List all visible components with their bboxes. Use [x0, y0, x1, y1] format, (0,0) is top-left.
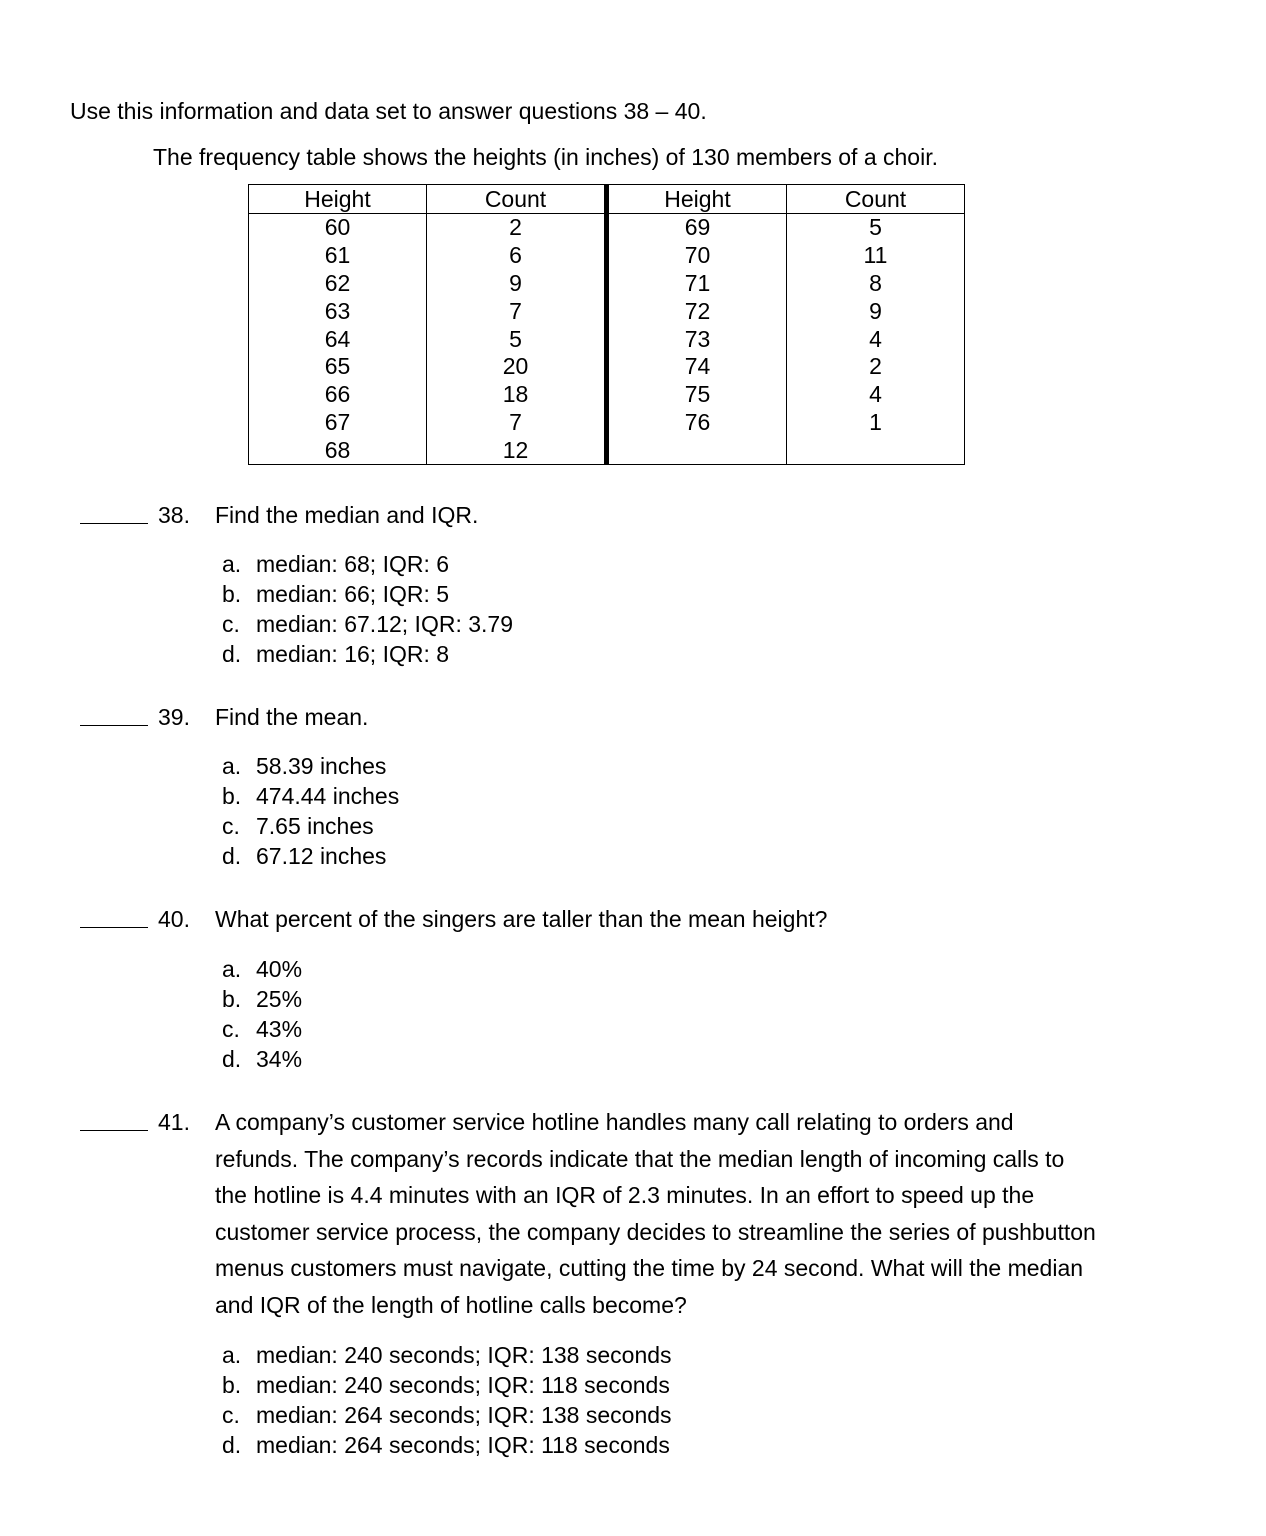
choice-c	[222, 609, 513, 639]
header-count-1: Count	[427, 185, 607, 214]
table-row	[249, 214, 965, 242]
choice-list	[222, 1340, 672, 1460]
count-cell: 12	[427, 436, 607, 464]
table-caption: The frequency table shows the heights (in inches) of 130 members of a choir.	[153, 144, 938, 170]
count-cell: 5	[787, 214, 965, 242]
height-cell: 64	[249, 325, 427, 353]
choice-list	[222, 549, 513, 669]
choice-text: median: 66; IQR: 5	[256, 581, 450, 607]
height-cell: 62	[249, 270, 427, 298]
count-cell: 18	[427, 381, 607, 409]
count-cell: 2	[787, 353, 965, 381]
height-cell: 60	[249, 214, 427, 242]
choice-text: 40%	[256, 956, 303, 982]
count-cell: 7	[427, 409, 607, 437]
choice-text: 7.65 inches	[256, 813, 374, 839]
choice-letter: b.	[222, 986, 242, 1012]
choice-b	[222, 984, 302, 1014]
choice-letter: d.	[222, 843, 242, 869]
choice-letter: a.	[222, 956, 242, 982]
choice-letter: c.	[222, 611, 240, 637]
question-text-line: A company’s customer service hotline handles many call relating to orders and	[215, 1109, 1014, 1135]
question-number: 40.	[158, 906, 190, 932]
choice-text: 34%	[256, 1046, 303, 1072]
table-header-row	[249, 185, 965, 214]
question-text	[215, 1104, 1145, 1324]
choice-letter: c.	[222, 1402, 240, 1428]
choice-text: median: 16; IQR: 8	[256, 641, 450, 667]
answer-blank[interactable]	[80, 927, 148, 928]
choice-c	[222, 811, 399, 841]
choice-c	[222, 1400, 672, 1430]
question-text: Find the mean.	[215, 704, 369, 730]
choice-text: median: 264 seconds; IQR: 118 seconds	[256, 1432, 670, 1458]
choice-text: median: 240 seconds; IQR: 118 seconds	[256, 1372, 670, 1398]
height-cell: 68	[249, 436, 427, 464]
table-row	[249, 436, 965, 464]
height-cell: 63	[249, 297, 427, 325]
choice-text: 58.39 inches	[256, 753, 387, 779]
choice-b	[222, 781, 399, 811]
height-cell: 69	[607, 214, 787, 242]
answer-blank[interactable]	[80, 725, 148, 726]
choice-text: 67.12 inches	[256, 843, 387, 869]
intro-text: Use this information and data set to answer questions 38 – 40.	[70, 98, 707, 124]
choice-letter: c.	[222, 1016, 240, 1042]
count-cell: 6	[427, 242, 607, 270]
height-cell: 76	[607, 409, 787, 437]
choice-text: 25%	[256, 986, 303, 1012]
question-number: 41.	[158, 1109, 190, 1135]
choice-text: median: 68; IQR: 6	[256, 551, 450, 577]
header-height-2: Height	[607, 185, 787, 214]
choice-text: median: 67.12; IQR: 3.79	[256, 611, 513, 637]
count-cell: 8	[787, 270, 965, 298]
choice-text: 474.44 inches	[256, 783, 400, 809]
count-cell: 20	[427, 353, 607, 381]
count-cell: 11	[787, 242, 965, 270]
height-cell: 67	[249, 409, 427, 437]
choice-list	[222, 954, 302, 1074]
choice-letter: c.	[222, 813, 240, 839]
choice-d	[222, 639, 513, 669]
header-height-1: Height	[249, 185, 427, 214]
choice-d	[222, 841, 399, 871]
choice-letter: a.	[222, 551, 242, 577]
choice-d	[222, 1430, 672, 1460]
question-text-line: and IQR of the length of hotline calls become?	[215, 1291, 687, 1318]
question-text-line: the hotline is 4.4 minutes with an IQR of 2.3 minutes. In an effort to speed up the	[215, 1182, 1035, 1209]
question-text-line: menus customers must navigate, cutting the time by 24 second. What will the median	[215, 1255, 1084, 1282]
height-cell: 75	[607, 381, 787, 409]
choice-letter: b.	[222, 1372, 242, 1398]
count-cell: 5	[427, 325, 607, 353]
height-cell: 61	[249, 242, 427, 270]
question-text-line: refunds. The company’s records indicate that the median length of incoming calls to	[215, 1145, 1065, 1172]
choice-d	[222, 1044, 302, 1074]
choice-letter: b.	[222, 783, 242, 809]
question-text-line: customer service process, the company decides to streamline the series of pushbutton	[215, 1218, 1096, 1245]
choice-letter: d.	[222, 641, 242, 667]
choice-list	[222, 751, 399, 871]
table-row	[249, 270, 965, 298]
choice-a	[222, 954, 302, 984]
table-row	[249, 381, 965, 409]
choice-a	[222, 1340, 672, 1370]
question-number: 39.	[158, 704, 190, 730]
choice-letter: a.	[222, 1342, 242, 1368]
count-cell: 9	[787, 297, 965, 325]
height-cell: 66	[249, 381, 427, 409]
question-text: Find the median and IQR.	[215, 502, 479, 528]
count-cell: 1	[787, 409, 965, 437]
choice-a	[222, 549, 513, 579]
count-cell: 7	[427, 297, 607, 325]
choice-letter: b.	[222, 581, 242, 607]
height-cell: 73	[607, 325, 787, 353]
choice-letter: a.	[222, 753, 242, 779]
question-number: 38.	[158, 502, 190, 528]
height-cell: 74	[607, 353, 787, 381]
header-count-2: Count	[787, 185, 965, 214]
height-cell	[607, 436, 787, 464]
question-text: What percent of the singers are taller than the mean height?	[215, 906, 828, 932]
table-row	[249, 325, 965, 353]
height-cell: 65	[249, 353, 427, 381]
table-row	[249, 353, 965, 381]
choice-letter: d.	[222, 1046, 242, 1072]
choice-b	[222, 1370, 672, 1400]
height-cell: 71	[607, 270, 787, 298]
height-cell: 72	[607, 297, 787, 325]
height-cell: 70	[607, 242, 787, 270]
choice-b	[222, 579, 513, 609]
count-cell: 4	[787, 325, 965, 353]
count-cell	[787, 436, 965, 464]
table-row	[249, 242, 965, 270]
choice-letter: d.	[222, 1432, 242, 1458]
count-cell: 4	[787, 381, 965, 409]
count-cell: 9	[427, 270, 607, 298]
frequency-table	[248, 184, 965, 465]
answer-blank[interactable]	[80, 1130, 148, 1131]
choice-text: 43%	[256, 1016, 303, 1042]
choice-text: median: 264 seconds; IQR: 138 seconds	[256, 1402, 672, 1428]
choice-c	[222, 1014, 302, 1044]
choice-text: median: 240 seconds; IQR: 138 seconds	[256, 1342, 672, 1368]
count-cell: 2	[427, 214, 607, 242]
answer-blank[interactable]	[80, 523, 148, 524]
table-row	[249, 409, 965, 437]
table-row	[249, 297, 965, 325]
choice-a	[222, 751, 399, 781]
